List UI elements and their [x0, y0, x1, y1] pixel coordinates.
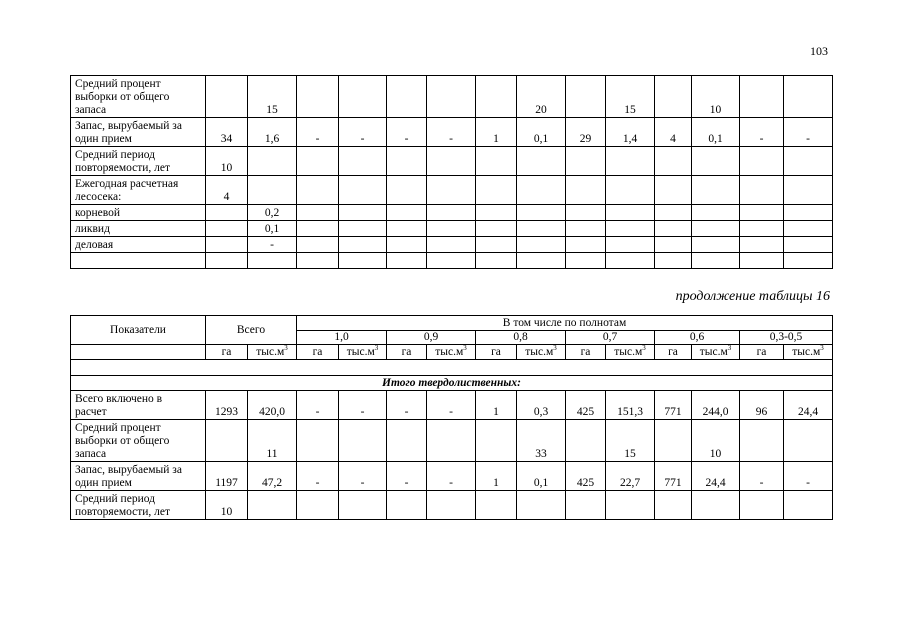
table-cell — [740, 205, 784, 221]
unit-m3-text: тыс.м — [435, 345, 464, 358]
table-cell: - — [339, 462, 387, 491]
table-cell: - — [427, 462, 476, 491]
unit-m3-superscript: 3 — [284, 344, 288, 352]
unit-m3-text: тыс.м — [525, 345, 554, 358]
table-cell: 24,4 — [692, 462, 740, 491]
row-label-line: запаса — [75, 104, 107, 116]
table-cell — [606, 147, 655, 176]
table-cell — [655, 237, 692, 253]
table-cell — [427, 253, 476, 269]
header-unit-m3 — [517, 345, 566, 360]
table-cell: 15 — [606, 76, 655, 118]
header-unit-ha: га — [740, 345, 784, 360]
header-unit-ha: га — [206, 345, 248, 360]
table-cell — [740, 221, 784, 237]
table-cell: 0,2 — [248, 205, 297, 221]
table-cell: 1 — [476, 462, 517, 491]
table-cell — [476, 253, 517, 269]
table-cell — [427, 147, 476, 176]
table-cell — [476, 420, 517, 462]
table-cell: - — [387, 391, 427, 420]
row-label-line: Средний период — [75, 149, 155, 161]
table-cell — [206, 76, 248, 118]
table-cell: - — [427, 118, 476, 147]
table-cell: - — [248, 237, 297, 253]
unit-m3-text: тыс.м — [256, 345, 285, 358]
table-cell: 33 — [517, 420, 566, 462]
table-cell — [692, 491, 740, 520]
table-cell — [339, 491, 387, 520]
table-cell — [692, 237, 740, 253]
row-label-line: Всего включено в — [75, 393, 163, 405]
table-cell — [784, 253, 833, 269]
row-label — [71, 76, 206, 118]
table-cell — [740, 76, 784, 118]
table-cell: 29 — [566, 118, 606, 147]
table-cell — [339, 76, 387, 118]
header-unit-m3 — [692, 345, 740, 360]
table-cell — [206, 205, 248, 221]
table-cell — [606, 237, 655, 253]
row-label-line: корневой — [75, 207, 121, 219]
table-cell — [387, 221, 427, 237]
table-cell — [655, 76, 692, 118]
header-total: Всего — [206, 316, 297, 345]
table-row — [71, 237, 833, 253]
table-cell — [606, 205, 655, 221]
table-cell: - — [297, 462, 339, 491]
table-cell — [248, 491, 297, 520]
table-cell — [692, 221, 740, 237]
table-cell — [476, 237, 517, 253]
row-label-line: запаса — [75, 448, 107, 460]
table-cell: - — [387, 462, 427, 491]
table-cell: 15 — [606, 420, 655, 462]
header-unit-ha: га — [476, 345, 517, 360]
table-cell — [784, 491, 833, 520]
table-cell — [692, 176, 740, 205]
header-unit-m3 — [427, 345, 476, 360]
unit-m3-superscript: 3 — [820, 344, 824, 352]
unit-m3-superscript: 3 — [642, 344, 646, 352]
unit-m3-superscript: 3 — [553, 344, 557, 352]
table-cell — [248, 147, 297, 176]
row-label — [71, 462, 206, 491]
table-caption: продолжение таблицы 16 — [675, 289, 830, 304]
header-density: 0,6 — [655, 331, 740, 345]
table-bottom — [70, 315, 833, 520]
table-cell — [297, 221, 339, 237]
row-label-line — [75, 255, 201, 268]
table-cell — [740, 491, 784, 520]
table-cell: - — [784, 462, 833, 491]
table-cell — [692, 253, 740, 269]
table-cell — [517, 221, 566, 237]
table-cell — [784, 176, 833, 205]
table-cell — [427, 205, 476, 221]
header-unit-m3 — [784, 345, 833, 360]
table-cell — [387, 237, 427, 253]
table-cell — [476, 147, 517, 176]
table-cell: - — [339, 118, 387, 147]
table-cell — [740, 147, 784, 176]
unit-m3-superscript: 3 — [463, 344, 467, 352]
section-title: Итого твердолиственных: — [71, 376, 833, 391]
table-cell — [655, 205, 692, 221]
table-cell — [427, 221, 476, 237]
table-cell — [606, 253, 655, 269]
table-cell: 15 — [248, 76, 297, 118]
row-label — [71, 491, 206, 520]
table-cell — [740, 237, 784, 253]
table-cell: 0,1 — [248, 221, 297, 237]
table-cell — [517, 147, 566, 176]
table-cell: 0,1 — [517, 118, 566, 147]
table-cell — [206, 253, 248, 269]
table-cell: 4 — [655, 118, 692, 147]
table-row — [71, 462, 833, 491]
table-cell: 420,0 — [248, 391, 297, 420]
table-cell — [248, 176, 297, 205]
table-cell — [339, 253, 387, 269]
table-cell: 10 — [692, 76, 740, 118]
row-label-line: ликвид — [75, 223, 110, 235]
table-cell — [427, 237, 476, 253]
table-cell: 4 — [206, 176, 248, 205]
row-label — [71, 253, 206, 269]
unit-m3-text: тыс.м — [346, 345, 375, 358]
row-label — [71, 237, 206, 253]
table-cell: - — [427, 391, 476, 420]
row-label-line: повторяемости, лет — [75, 162, 171, 174]
table-cell — [297, 491, 339, 520]
table-cell: 0,3 — [517, 391, 566, 420]
table-cell: 20 — [517, 76, 566, 118]
table-cell — [248, 253, 297, 269]
header-unit-ha: га — [566, 345, 606, 360]
header-density: 0,8 — [476, 331, 566, 345]
table-cell — [517, 253, 566, 269]
header-unit-m3 — [339, 345, 387, 360]
table-cell — [784, 420, 833, 462]
row-label — [71, 147, 206, 176]
row-label-line: один прием — [75, 477, 132, 489]
row-label-line: Средний процент — [75, 422, 161, 434]
table-cell — [784, 147, 833, 176]
header-density: 0,3-0,5 — [740, 331, 833, 345]
row-label-line: выборки от общего — [75, 91, 170, 103]
table-cell — [297, 147, 339, 176]
table-cell — [297, 176, 339, 205]
row-label — [71, 176, 206, 205]
table-cell — [427, 491, 476, 520]
table-cell: 47,2 — [248, 462, 297, 491]
table-cell: 425 — [566, 391, 606, 420]
unit-row-label — [71, 345, 206, 360]
unit-m3-text: тыс.м — [614, 345, 643, 358]
row-label-line: лесосека: — [75, 191, 122, 203]
unit-m3-text: тыс.м — [699, 345, 728, 358]
row-label-line: выборки от общего — [75, 435, 170, 447]
table-cell — [692, 147, 740, 176]
table-cell: 1 — [476, 391, 517, 420]
row-label-line: Средний процент — [75, 78, 161, 90]
table-cell — [206, 420, 248, 462]
table-cell — [740, 176, 784, 205]
row-label-line: повторяемости, лет — [75, 506, 171, 518]
table-cell: 1,6 — [248, 118, 297, 147]
table-cell — [784, 76, 833, 118]
table-row — [71, 391, 833, 420]
table-cell — [566, 147, 606, 176]
table-cell: - — [740, 118, 784, 147]
table-row — [71, 420, 833, 462]
table-cell — [566, 237, 606, 253]
header-unit-ha: га — [297, 345, 339, 360]
table-cell: 10 — [206, 147, 248, 176]
table-cell — [297, 237, 339, 253]
table-cell: 151,3 — [606, 391, 655, 420]
table-cell: - — [297, 118, 339, 147]
header-density: 0,7 — [566, 331, 655, 345]
table-cell — [692, 205, 740, 221]
table-cell — [387, 420, 427, 462]
header-unit-m3 — [248, 345, 297, 360]
header-unit-ha: га — [387, 345, 427, 360]
table-cell — [476, 221, 517, 237]
table-row — [71, 76, 833, 118]
table-cell — [566, 221, 606, 237]
row-label — [71, 420, 206, 462]
table-cell — [339, 147, 387, 176]
table-cell — [206, 237, 248, 253]
table-row — [71, 176, 833, 205]
table-cell — [606, 491, 655, 520]
table-cell — [476, 205, 517, 221]
table-cell: 0,1 — [692, 118, 740, 147]
table-cell — [566, 76, 606, 118]
table-cell: 10 — [206, 491, 248, 520]
table-row — [71, 147, 833, 176]
table-cell — [387, 76, 427, 118]
table-cell — [784, 221, 833, 237]
table-cell — [655, 420, 692, 462]
table-cell: - — [297, 391, 339, 420]
table-cell — [606, 221, 655, 237]
table-cell: 425 — [566, 462, 606, 491]
table-cell — [740, 420, 784, 462]
table-cell — [387, 205, 427, 221]
table-cell — [655, 221, 692, 237]
table-cell: 96 — [740, 391, 784, 420]
unit-m3-superscript: 3 — [374, 344, 379, 352]
row-label — [71, 391, 206, 420]
table-cell — [427, 176, 476, 205]
table-cell — [517, 205, 566, 221]
table-cell: 10 — [692, 420, 740, 462]
unit-m3-text: тыс.м — [792, 345, 821, 358]
table-cell — [740, 253, 784, 269]
row-label-line: Запас, вырубаемый за — [75, 464, 182, 476]
table-row — [71, 205, 833, 221]
table-cell — [566, 205, 606, 221]
table-cell: 1,4 — [606, 118, 655, 147]
table-cell — [339, 420, 387, 462]
table-cell — [387, 491, 427, 520]
table-cell — [297, 76, 339, 118]
table-row — [71, 118, 833, 147]
table-row — [71, 253, 833, 269]
table-cell — [655, 491, 692, 520]
header-indicators: Показатели — [71, 316, 206, 345]
row-label-line: деловая — [75, 239, 114, 251]
table-cell: 11 — [248, 420, 297, 462]
table-cell — [297, 420, 339, 462]
row-label-line: расчет — [75, 406, 107, 418]
table-row — [71, 221, 833, 237]
table-cell — [566, 491, 606, 520]
table-cell: 34 — [206, 118, 248, 147]
page-number: 103 — [810, 44, 828, 58]
table-cell — [566, 253, 606, 269]
unit-m3-superscript: 3 — [727, 344, 732, 352]
row-label-line: Запас, вырубаемый за — [75, 120, 182, 132]
table-cell — [655, 147, 692, 176]
table-cell — [784, 237, 833, 253]
header-unit-m3 — [606, 345, 655, 360]
table-cell — [517, 176, 566, 205]
table-cell — [476, 76, 517, 118]
table-cell — [339, 221, 387, 237]
table-cell: 1293 — [206, 391, 248, 420]
table-cell — [297, 253, 339, 269]
table-cell: 1197 — [206, 462, 248, 491]
table-cell: 0,1 — [517, 462, 566, 491]
table-row — [71, 491, 833, 520]
table-cell: 771 — [655, 391, 692, 420]
table-cell: - — [339, 391, 387, 420]
header-density: 0,9 — [387, 331, 476, 345]
table-cell: - — [784, 118, 833, 147]
table-cell — [339, 205, 387, 221]
table-cell — [427, 76, 476, 118]
table-cell — [206, 221, 248, 237]
table-cell: 24,4 — [784, 391, 833, 420]
table-cell — [517, 491, 566, 520]
table-cell: 771 — [655, 462, 692, 491]
table-cell — [387, 147, 427, 176]
table-cell — [387, 253, 427, 269]
header-by-density: В том числе по полнотам — [297, 316, 833, 331]
table-cell — [566, 420, 606, 462]
table-cell — [655, 176, 692, 205]
row-label — [71, 118, 206, 147]
row-label-line: Средний период — [75, 493, 155, 505]
table-top — [70, 75, 833, 269]
table-cell: 244,0 — [692, 391, 740, 420]
table-cell — [606, 176, 655, 205]
header-density: 1,0 — [297, 331, 387, 345]
table-cell: 1 — [476, 118, 517, 147]
table-cell — [517, 237, 566, 253]
table-cell: 22,7 — [606, 462, 655, 491]
table-cell: - — [740, 462, 784, 491]
table-cell — [476, 176, 517, 205]
table-cell — [339, 176, 387, 205]
row-label-line: один прием — [75, 133, 132, 145]
row-label — [71, 205, 206, 221]
table-cell — [784, 205, 833, 221]
row-label — [71, 221, 206, 237]
table-cell: - — [387, 118, 427, 147]
table-cell — [387, 176, 427, 205]
table-cell — [566, 176, 606, 205]
table-cell — [427, 420, 476, 462]
header-unit-ha: га — [655, 345, 692, 360]
table-cell — [339, 237, 387, 253]
row-label-line: Ежегодная расчетная — [75, 178, 179, 190]
table-cell — [297, 205, 339, 221]
table-cell — [476, 491, 517, 520]
spacer-row — [71, 360, 833, 376]
table-cell — [655, 253, 692, 269]
